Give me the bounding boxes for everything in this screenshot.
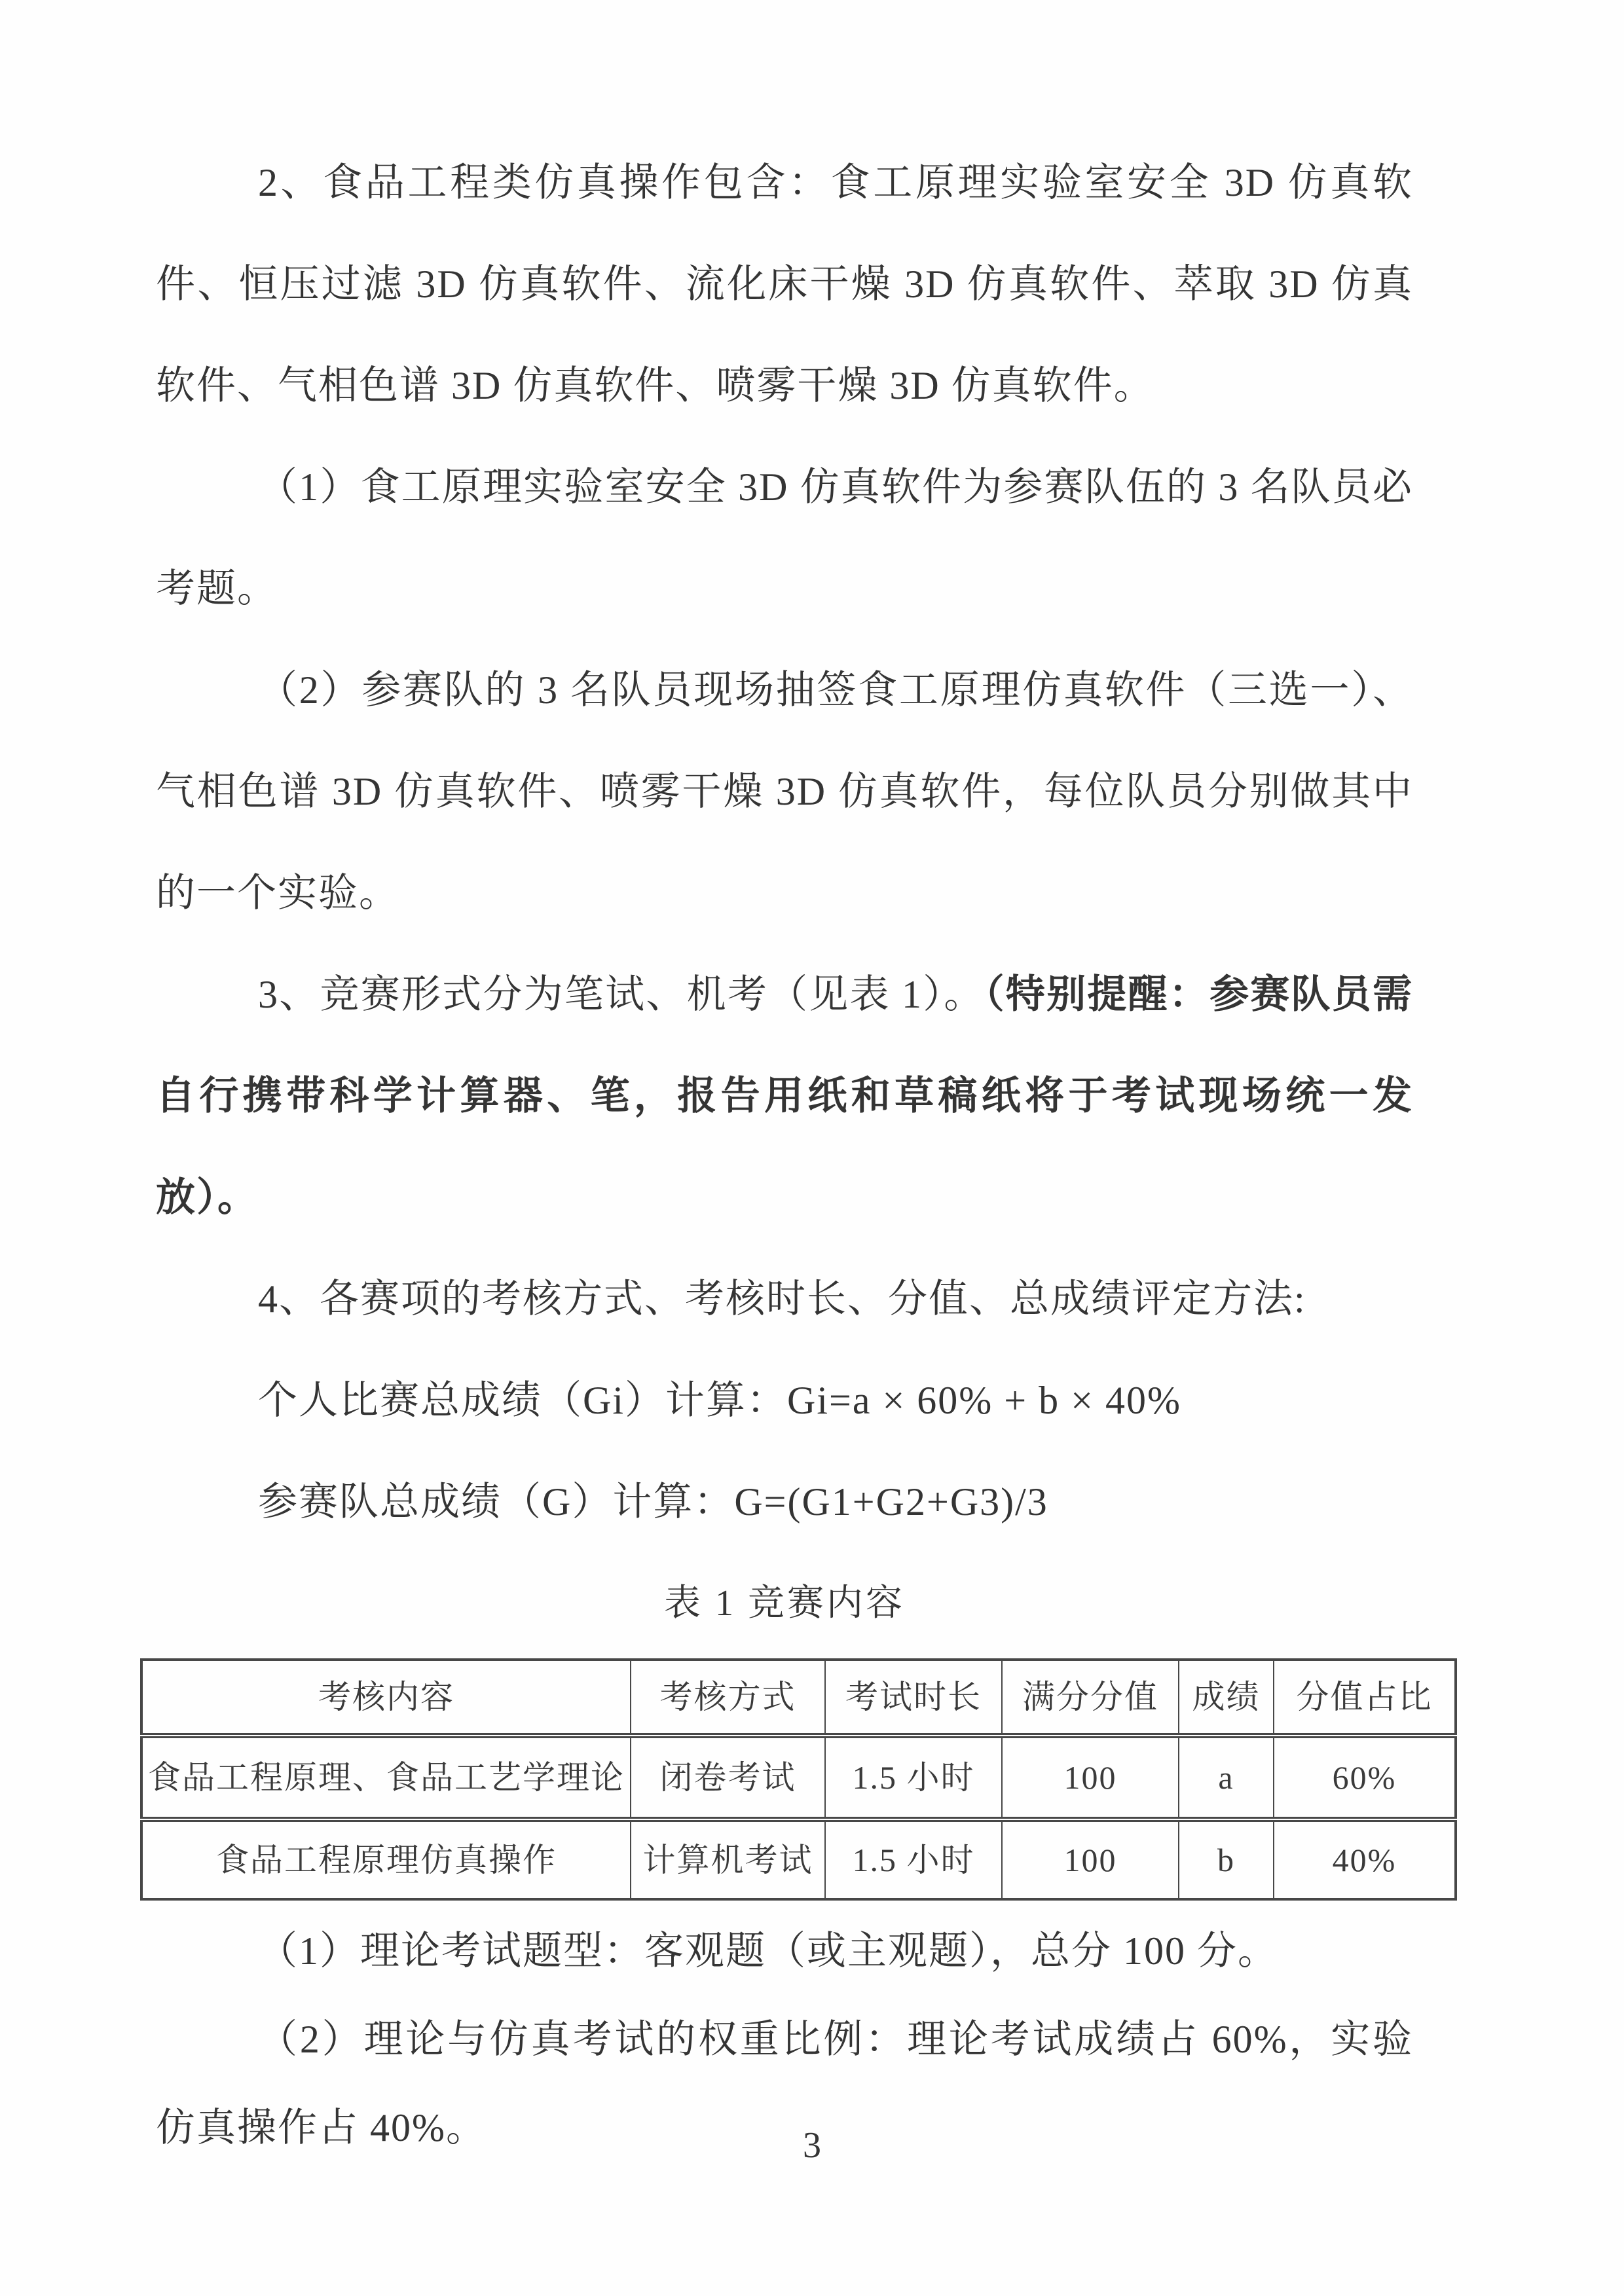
paragraph-exam-format bbox=[156, 944, 1413, 1248]
table-cell: 1.5 小时 bbox=[825, 1736, 1002, 1819]
table-cell: 100 bbox=[1002, 1736, 1179, 1819]
table-cell: a bbox=[1179, 1736, 1274, 1819]
table-cell: 60% bbox=[1274, 1736, 1456, 1819]
paragraph-weight-ratio: （2）理论与仿真考试的权重比例：理论考试成绩占 60%，实验仿真操作占 40%。 bbox=[156, 2018, 1413, 2149]
exam-format-text: 3、竞赛形式分为笔试、机考（见表 1）。 bbox=[258, 973, 985, 1016]
random-draw-text: （2）参赛队的 3 名队员现场抽签食工原理仿真软件（三选一）、气相色谱 3D 仿真软件、喷雾干燥 3D 仿真软件，每位队员分别做其中的一个实验。 bbox=[156, 668, 1413, 915]
table-cell: 计算机考试 bbox=[631, 1819, 825, 1899]
table-row-theory bbox=[141, 1736, 1456, 1819]
formula-individual-score: 个人比赛总成绩（Gi）计算：Gi=a × 60% + b × 40% bbox=[258, 1379, 1181, 1422]
table-cell: 食品工程原理、食品工艺学理论 bbox=[141, 1736, 631, 1819]
header-assessment-method: 考核方式 bbox=[631, 1660, 825, 1736]
page-number: 3 bbox=[803, 2125, 821, 2166]
table-cell: b bbox=[1179, 1819, 1274, 1899]
competition-content-table bbox=[140, 1658, 1457, 1901]
special-reminder-bold-text: （特别提醒：参赛队员需自行携带科学计算器、笔，报告用纸和草稿纸将于考试现场统一发放）。 bbox=[156, 973, 1414, 1219]
header-score-weight: 分值占比 bbox=[1274, 1660, 1456, 1736]
paragraph-required-exam: （1）食工原理实验室安全 3D 仿真软件为参赛队伍的 3 名队员必考题。 bbox=[156, 465, 1413, 610]
table-cell: 40% bbox=[1274, 1819, 1456, 1899]
table-row-simulation bbox=[141, 1819, 1456, 1899]
paragraph-simulation-software-list: 2、食品工程类仿真操作包含：食工原理实验室安全 3D 仿真软件、恒压过滤 3D 仿真软件、流化床干燥 3D 仿真软件、萃取 3D 仿真软件、气相色谱 3D 仿真软件、喷雾干燥 3D 仿真软件。 bbox=[156, 161, 1413, 407]
paragraph-theory-question-types: （1）理论考试题型：客观题（或主观题），总分 100 分。 bbox=[258, 1929, 1278, 1973]
header-exam-duration: 考试时长 bbox=[825, 1660, 1002, 1736]
table-caption: 表 1 竞赛内容 bbox=[664, 1583, 905, 1624]
table-cell: 食品工程原理仿真操作 bbox=[141, 1819, 631, 1899]
paragraph-random-draw bbox=[156, 640, 1413, 944]
formula-team-score: 参赛队总成绩（G）计算：G=(G1+G2+G3)/3 bbox=[258, 1480, 1048, 1523]
table-cell: 1.5 小时 bbox=[825, 1819, 1002, 1899]
header-assessment-content: 考核内容 bbox=[141, 1660, 631, 1736]
table-header-row bbox=[141, 1660, 1456, 1736]
table-cell: 闭卷考试 bbox=[631, 1736, 825, 1819]
paragraph-assessment-methods: 4、各赛项的考核方式、考核时长、分值、总成绩评定方法: bbox=[258, 1277, 1306, 1321]
header-full-score: 满分分值 bbox=[1002, 1660, 1179, 1736]
header-score: 成绩 bbox=[1179, 1660, 1274, 1736]
table-cell: 100 bbox=[1002, 1819, 1179, 1899]
